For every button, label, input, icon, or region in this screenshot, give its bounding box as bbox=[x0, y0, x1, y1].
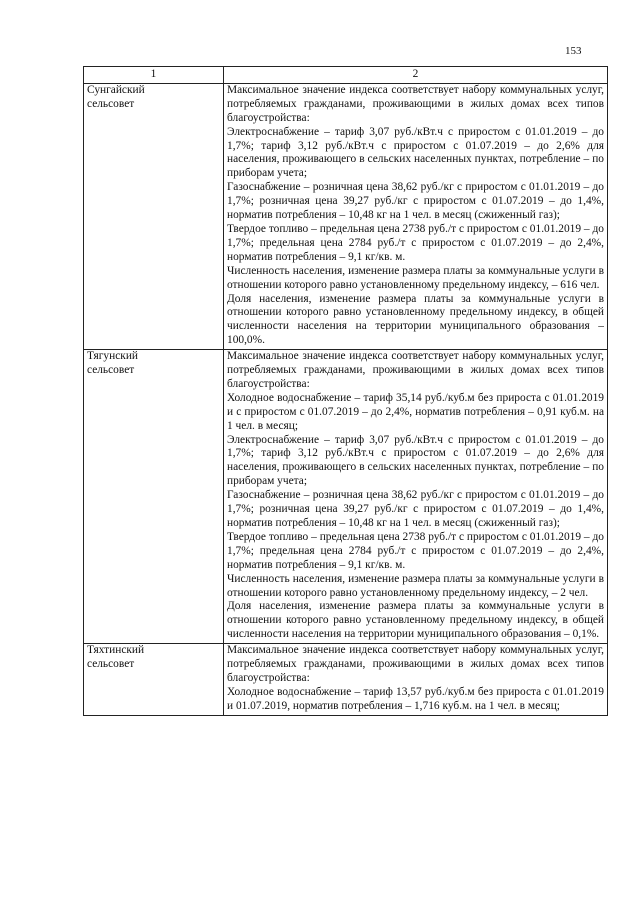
paragraph: Электроснабжение – тариф 3,07 руб./кВт.ч с приростом с 01.01.2019 – до 1,7%; тариф 3,12 руб./кВт.ч с приростом с 01.07.2019 – до 2,6% для населения, проживающего в сельских населенных пунктах, потребление – по приборам учета; bbox=[227, 433, 604, 488]
column-header-1: 1 bbox=[84, 67, 224, 84]
municipality-name: Тяхтинский сельсовет bbox=[84, 644, 224, 716]
paragraph: Твердое топливо – предельная цена 2738 руб./т с приростом с 01.01.2019 – до 1,7%; предельная цена 2784 руб./т с приростом с 01.07.2019 – до 2,4%, норматив потребления – 9,1 кг/кв. м. bbox=[227, 530, 604, 571]
paragraph: Максимальное значение индекса соответствует набору коммунальных услуг, потребляемых гражданами, проживающими в жилых домах всех типов благоустройства: bbox=[227, 644, 604, 684]
paragraph: Максимальное значение индекса соответствует набору коммунальных услуг, потребляемых гражданами, проживающими в жилых домах всех типов благоустройства: bbox=[227, 83, 604, 124]
paragraph: Электроснабжение – тариф 3,07 руб./кВт.ч с приростом с 01.01.2019 – до 1,7%; тариф 3,12 руб./кВт.ч с приростом с 01.07.2019 – до 2,6% для населения, проживающего в сельских населенных пунктах, потребление – по приборам учета; bbox=[227, 125, 604, 180]
municipality-name: Тягунский сельсовет bbox=[84, 350, 224, 644]
table-row bbox=[84, 350, 608, 644]
table-header-row bbox=[84, 67, 608, 84]
paragraph: Твердое топливо – предельная цена 2738 руб./т с приростом с 01.01.2019 – до 1,7%; предельная цена 2784 руб./т с приростом с 01.07.2019 – до 2,4%, норматив потребления – 9,1 кг/кв. м. bbox=[227, 222, 604, 263]
column-header-2: 2 bbox=[224, 67, 608, 84]
paragraph: Доля населения, изменение размера платы за коммунальные услуги в отношении которого равно установленному предельному индексу, в общей численности населения на территории муниципального образования – 100,0%. bbox=[227, 292, 604, 347]
page-number: 153 bbox=[565, 45, 582, 57]
tariff-table bbox=[83, 66, 608, 716]
paragraph: Холодное водоснабжение – тариф 13,57 руб./куб.м без прироста с 01.01.2019 и 01.07.2019, норматив потребления – 1,716 куб.м. на 1 чел. в месяц; bbox=[227, 685, 604, 712]
paragraph: Доля населения, изменение размера платы за коммунальные услуги в отношении которого равно установленному предельному индексу, в общей численности населения на территории муниципального образования – 0,1%. bbox=[227, 600, 604, 641]
table-row bbox=[84, 83, 608, 349]
index-description bbox=[224, 644, 608, 716]
paragraph: Численность населения, изменение размера платы за коммунальные услуги в отношении которого равно установленному предельному индексу, – 616 чел. bbox=[227, 264, 604, 291]
paragraph: Максимальное значение индекса соответствует набору коммунальных услуг, потребляемых гражданами, проживающими в жилых домах всех типов благоустройства: bbox=[227, 350, 604, 390]
paragraph: Численность населения, изменение размера платы за коммунальные услуги в отношении которого равно установленному предельному индексу, – 2 чел. bbox=[227, 572, 604, 599]
table-row bbox=[84, 644, 608, 716]
index-description bbox=[224, 350, 608, 644]
index-description bbox=[224, 83, 608, 349]
tariff-table-container bbox=[83, 66, 607, 716]
paragraph: Холодное водоснабжение – тариф 35,14 руб./куб.м без прироста с 01.01.2019 и с приростом с 01.07.2019 – до 2,4%, норматив потребления – 0,91 куб.м. на 1 чел. в месяц; bbox=[227, 391, 604, 432]
municipality-name: Сунгайский сельсовет bbox=[84, 83, 224, 349]
paragraph: Газоснабжение – розничная цена 38,62 руб./кг с приростом с 01.01.2019 – до 1,7%; розничная цена 39,27 руб./кг с приростом с 01.07.2019 – до 1,4%, норматив потребления – 10,48 кг на 1 чел. в месяц (сжиженный газ); bbox=[227, 181, 604, 222]
paragraph: Газоснабжение – розничная цена 38,62 руб./кг с приростом с 01.01.2019 – до 1,7%; розничная цена 39,27 руб./кг с приростом с 01.07.2019 – до 1,4%, норматив потребления – 10,48 кг на 1 чел. в месяц (сжиженный газ); bbox=[227, 489, 604, 529]
